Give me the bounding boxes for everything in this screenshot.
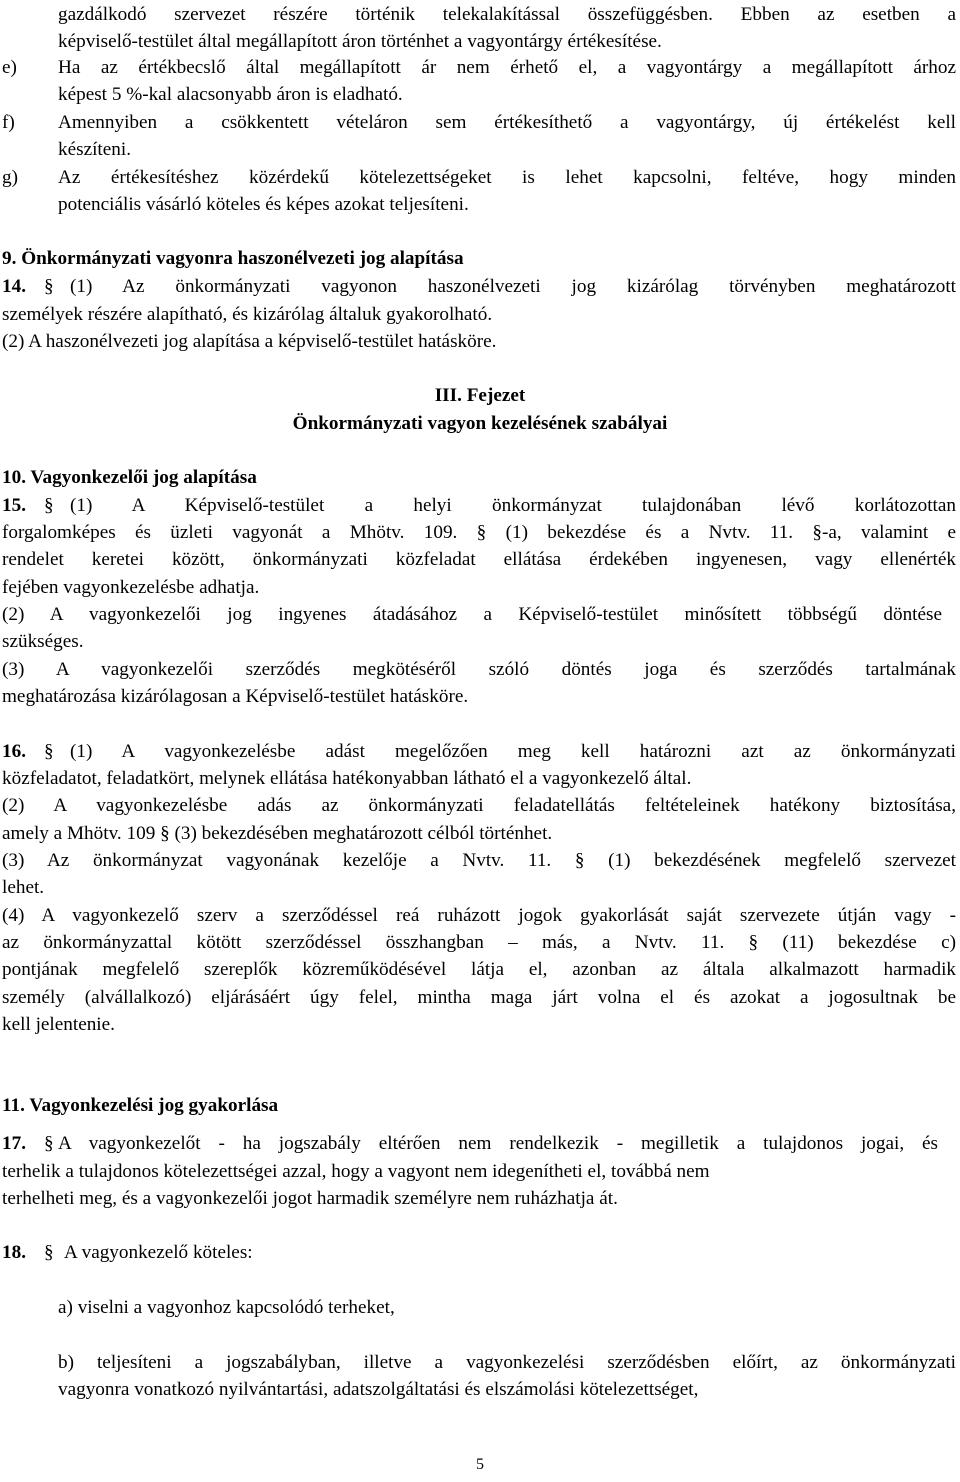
chapter-number: III. Fejezet [434,385,526,406]
item-f-text: Amennyiben a csökkentett vételáron sem értékesíthető a vagyontárgy, új értékelést kell [58,112,956,133]
paragraph-18-text: A vagyonkezelő köteles: [64,1242,253,1263]
item-f-text: készíteni. [58,139,131,160]
item-e-text: Ha az értékbecslő által megállapított ár nem érhető el, a vagyontárgy a megállapított árhoz [58,57,956,78]
section-sign: § [44,276,54,297]
paragraph-16-text: (4) A vagyonkezelő szerv a szerződéssel reá ruházott jogok gyakorlását saját szervezete útján vagy - [2,905,956,926]
section-heading-11: 11. Vagyonkezelési jog gyakorlása [2,1095,279,1116]
paragraph-15-text: forgalomképes és üzleti vagyonát a Mhötv. 109. § (1) bekezdése és a Nvtv. 11. §-a, valamint e [2,522,956,543]
paragraph-14-text: (2) A haszonélvezeti jog alapítása a képviselő-testület hatásköre. [2,331,497,352]
section-sign: § [44,495,54,516]
paragraph-16-text: az önkormányzattal kötött szerződéssel összhangban – más, a Nvtv. 11. § (11) bekezdése c) [2,932,956,953]
section-heading-10: 10. Vagyonkezelői jog alapítása [2,467,257,488]
item-g-text: Az értékesítéshez közérdekű kötelezettségeket is lehet kapcsolni, feltéve, hogy minden [58,167,956,188]
paragraph-16-text: közfeladatot, feladatkört, melynek ellátása hatékonyabban látható el a vagyonkezelő által. [2,768,692,789]
paragraph-16-text: lehet. [2,877,45,898]
section-sign: § [44,741,54,762]
list-item-a: a) viselni a vagyonhoz kapcsolódó terheket, [58,1297,395,1318]
paragraph-15-text: (2) A vagyonkezelői jog ingyenes átadásához a Képviselő-testület minősített többségű döntése [2,604,942,625]
paragraph-16-text: személy (alvállalkozó) eljárásáért úgy felel, mintha maga járt volna el és azokat a jogosultnak be [2,987,956,1008]
item-g-label: g) [2,167,18,188]
section-sign: § [44,1242,54,1263]
paragraph-number-17: 17. [2,1133,26,1154]
section-heading-9: 9. Önkormányzati vagyonra haszonélvezeti jog alapítása [2,248,464,269]
paragraph-number-16: 16. [2,741,26,762]
item-d-continued-line: gazdálkodó szervezet részére történik telekalakítással összefüggésben. Ebben az esetben a [58,4,956,25]
paragraph-15-text: rendelet keretei között, önkormányzati közfeladat ellátása érdekében ingyenesen, vagy ellenérték [2,549,956,570]
paragraph-16-text: kell jelentenie. [2,1014,115,1035]
paragraph-16-text: amely a Mhötv. 109 § (3) bekezdésében meghatározott célból történhet. [2,823,553,844]
list-item-b: vagyonra vonatkozó nyilvántartási, adatszolgáltatási és elszámolási kötelezettséget, [58,1379,699,1400]
list-item-b: b) teljesíteni a jogszabályban, illetve a vagyonkezelési szerződésben előírt, az önkormányzati [58,1352,956,1373]
item-e-label: e) [2,57,17,78]
chapter-title: Önkormányzati vagyon kezelésének szabályai [292,413,668,434]
section-sign: § [44,1133,54,1154]
item-e-text: képest 5 %-kal alacsonyabb áron is eladható. [58,84,403,105]
paragraph-16-text: (3) Az önkormányzat vagyonának kezelője a Nvtv. 11. § (1) bekezdésének megfelelő szervezet [2,850,956,871]
paragraph-number-14: 14. [2,276,26,297]
paragraph-15-text: meghatározása kizárólagosan a Képviselő-testület hatásköre. [2,686,469,707]
paragraph-15-text: (3) A vagyonkezelői szerződés megkötéséről szóló döntés joga és szerződés tartalmának [2,659,956,680]
paragraph-16-text: (2) A vagyonkezelésbe adás az önkormányzati feladatellátás feltételeinek hatékony biztosítása, [2,795,956,816]
paragraph-17-text: terhelheti meg, és a vagyonkezelői jogot harmadik személyre nem ruházhatja át. [2,1188,618,1209]
paragraph-17-text: A vagyonkezelőt - ha jogszabály eltérően nem rendelkezik - megilletik a tulajdonos jogai, és [58,1133,938,1154]
paragraph-16-text: (1) A vagyonkezelésbe adást megelőzően meg kell határozni azt az önkormányzati [70,741,956,762]
paragraph-15-text: szükséges. [2,631,84,652]
paragraph-14-text: (1) Az önkormányzati vagyonon haszonélvezeti jog kizárólag törvényben meghatározott [70,276,956,297]
paragraph-15-text: (1) A Képviselő-testület a helyi önkormányzat tulajdonában lévő korlátozottan [70,495,956,516]
paragraph-number-15: 15. [2,495,26,516]
paragraph-15-text: fejében vagyonkezelésbe adhatja. [2,577,260,598]
paragraph-14-text: személyek részére alapítható, és kizárólag általuk gyakorolható. [2,304,493,325]
item-f-label: f) [2,112,15,133]
paragraph-17-text: terhelik a tulajdonos kötelezettségei azzal, hogy a vagyont nem idegenítheti el, továbbá nem [2,1161,710,1182]
item-g-text: potenciális vásárló köteles és képes azokat teljesíteni. [58,194,469,215]
item-d-continued-line: képviselő-testület által megállapított áron történhet a vagyontárgy értékesítése. [58,31,662,52]
paragraph-16-text: pontjának megfelelő szereplők közreműködésével látja el, azonban az általa alkalmazott harmadik [2,959,956,980]
page-number: 5 [476,1456,484,1473]
paragraph-number-18: 18. [2,1242,26,1263]
